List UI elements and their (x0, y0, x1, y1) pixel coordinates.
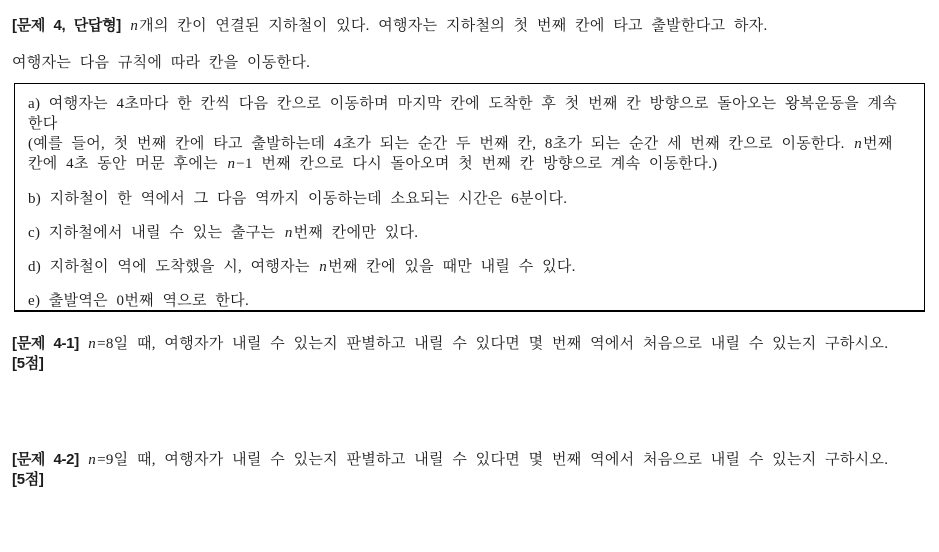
question-4-2-points: [5점] (12, 471, 44, 488)
question-4-1-text: [문제 4-1] n=8일 때, 여행자가 내릴 수 있는지 판별하고 내릴 수 있다면 몇 번째 역에서 처음으로 내릴 수 있는지 구하시오. (12, 335, 889, 352)
question-4-1 (12, 334, 929, 374)
rule-e: e) 출발역은 0번째 역으로 한다. (28, 293, 249, 309)
rule-a-line2: (예를 들어, 첫 번째 칸에 타고 출발하는데 4초가 되는 순간 두 번째 칸, 8초가 되는 순간 세 번째 칸으로 이동한다. n번째 (28, 136, 893, 152)
rule-c: c) 지하철에서 내릴 수 있는 출구는 n번째 칸에만 있다. (28, 225, 419, 241)
rule-b: b) 지하철이 한 역에서 그 다음 역까지 이동하는데 소요되는 시간은 6분이다. (28, 191, 568, 207)
rule-a-line1: a) 여행자는 4초마다 한 칸씩 다음 칸으로 이동하며 마지막 칸에 도착한 후 첫 번째 칸 방향으로 돌아오는 왕복운동을 계속한다 (28, 96, 898, 132)
problem-intro: 여행자는 다음 규칙에 따라 칸을 이동한다. (12, 55, 311, 71)
rules-box (14, 83, 925, 312)
rule-a-line3: 칸에 4초 동안 머문 후에는 n−1 번째 칸으로 다시 돌아오며 첫 번째 칸 방향으로 계속 이동한다.) (28, 156, 718, 172)
question-4-1-points: [5점] (12, 355, 44, 372)
rule-a (28, 94, 911, 174)
question-4-2-text: [문제 4-2] n=9일 때, 여행자가 내릴 수 있는지 판별하고 내릴 수 있다면 몇 번째 역에서 처음으로 내릴 수 있는지 구하시오. (12, 451, 889, 468)
rule-d: d) 지하철이 역에 도착했을 시, 여행자는 n번째 칸에 있을 때만 내릴 수 있다. (28, 259, 576, 275)
question-4-2 (12, 450, 929, 490)
problem-header: [문제 4, 단답형] n개의 칸이 연결된 지하철이 있다. 여행자는 지하철의 첫 번째 칸에 타고 출발한다고 하자. (12, 17, 768, 34)
